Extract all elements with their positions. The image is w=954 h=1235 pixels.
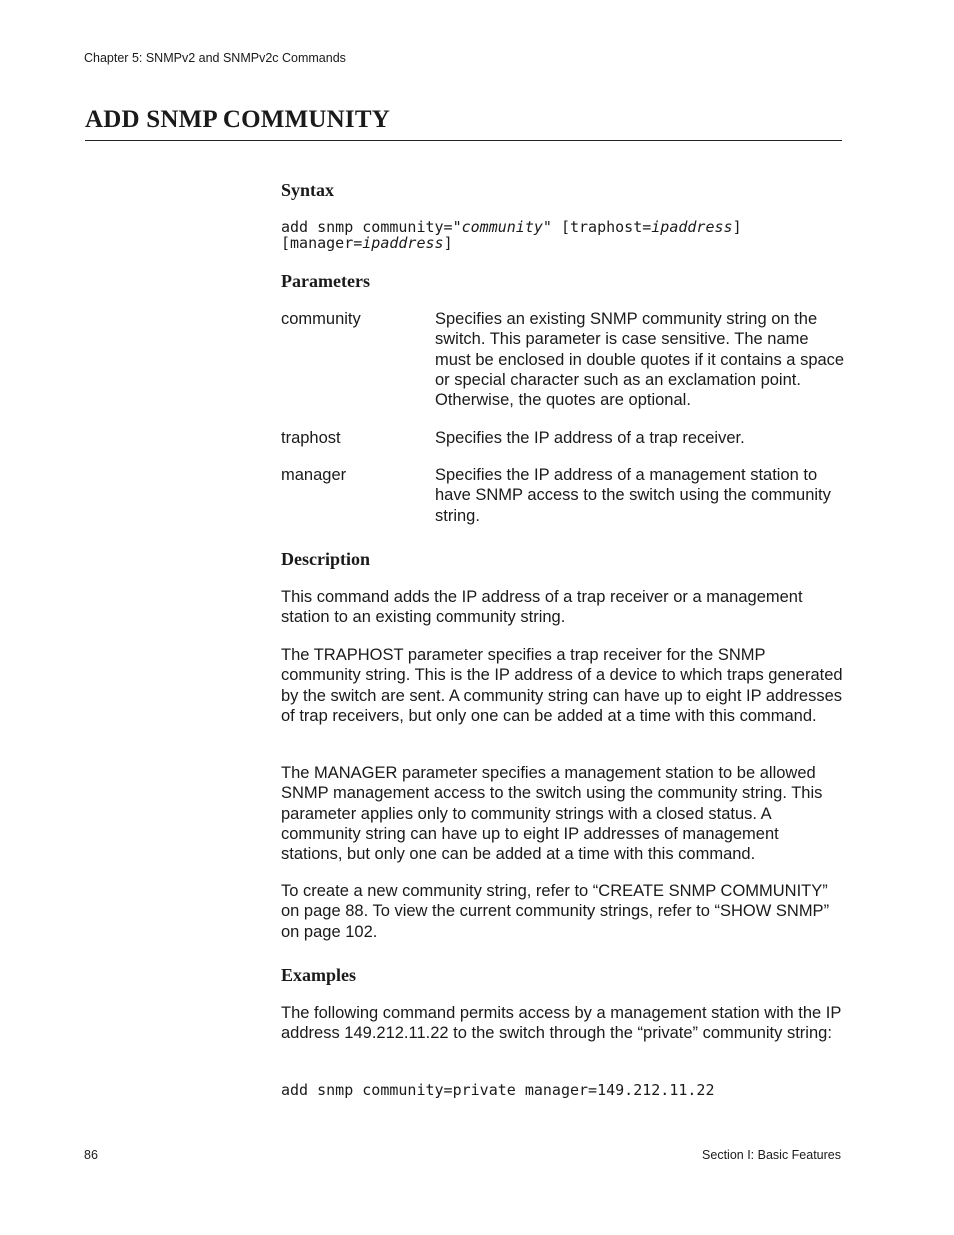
param-desc-traphost: Specifies the IP address of a trap receiver.	[435, 429, 745, 447]
examples-paragraph: The following command permits access by a management station with the IP address 149.212.11.22 to the switch through the “private” community string:	[281, 1004, 842, 1043]
description-paragraph: This command adds the IP address of a trap receiver or a management station to an existing community string.	[281, 588, 803, 627]
page-title: ADD SNMP COMMUNITY	[85, 106, 390, 133]
param-desc-community: Specifies an existing SNMP community string on the switch. This parameter is case sensitive. The name must be enclosed in double quotes if it contains a space or special character such as an exclamation point. Otherwise, the quotes are optional.	[435, 310, 845, 410]
syntax-heading: Syntax	[281, 180, 335, 200]
syntax-line-1: add snmp community="community" [traphost=ipaddress]	[281, 218, 742, 236]
running-header: Chapter 5: SNMPv2 and SNMPv2c Commands	[84, 51, 346, 65]
param-name-manager: manager	[281, 466, 347, 484]
title-rule	[85, 140, 842, 141]
description-paragraph: The TRAPHOST parameter specifies a trap receiver for the SNMP community string. This is the IP address of a device to which traps generated by the switch are sent. A community string can have up to eight IP addresses of trap receivers, but only one can be added at a time with this command.	[281, 646, 843, 725]
example-command: add snmp community=private manager=149.212.11.22	[281, 1081, 715, 1099]
description-paragraph: The MANAGER parameter specifies a management station to be allowed SNMP management access to the switch using the community string. This parameter applies only to community strings with a closed status. A community string can have up to eight IP addresses of management stations, but only one can be added at a time with this command.	[281, 764, 823, 864]
param-desc-manager: Specifies the IP address of a management station to have SNMP access to the switch using the community string.	[435, 466, 831, 525]
parameters-heading: Parameters	[281, 271, 370, 291]
page-number: 86	[84, 1148, 98, 1162]
examples-heading: Examples	[281, 965, 357, 985]
description-heading: Description	[281, 549, 370, 569]
syntax-line-2: [manager=ipaddress]	[281, 234, 453, 252]
description-paragraph: To create a new community string, refer to “CREATE SNMP COMMUNITY” on page 88. To view the current community strings, refer to “SHOW SNMP” on page 102.	[281, 882, 830, 941]
param-name-traphost: traphost	[281, 429, 341, 447]
param-name-community: community	[281, 310, 361, 328]
footer-section: Section I: Basic Features	[702, 1148, 841, 1162]
